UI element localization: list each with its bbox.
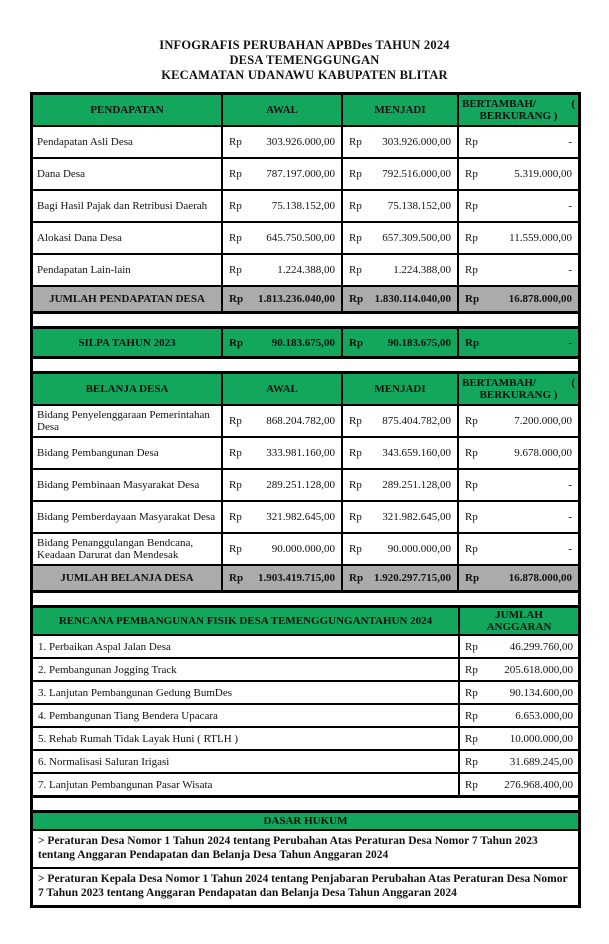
menjadi-value: 90.000.000,00 (387, 543, 451, 555)
row-label-cell: Bidang Penanggulangan Bendcana, Keadaan Darurat dan Mendesak (33, 534, 223, 564)
plan-value-cell (460, 728, 578, 749)
currency-label: Rp (465, 415, 478, 427)
currency-label: Rp (349, 543, 362, 555)
belanja-header-cell: BELANJA DESA (33, 374, 223, 404)
delta-value: 11.559.000,00 (509, 232, 572, 244)
anggaran-header-cell: JUMLAH ANGGARAN (460, 608, 578, 634)
belanja-row (33, 532, 578, 564)
row-label-cell: Dana Desa (33, 159, 223, 189)
currency-label: Rp (465, 663, 478, 676)
silpa-row (33, 329, 578, 356)
section-spacer (30, 314, 581, 326)
plan-label-cell: 3. Lanjutan Pembangunan Gedung BumDes (33, 682, 460, 703)
currency-label: Rp (229, 136, 242, 148)
delta-value: - (568, 543, 572, 555)
menjadi-value: 75.138.152,00 (387, 200, 451, 212)
rencana-row (33, 657, 578, 680)
rencana-row (33, 749, 578, 772)
silpa-table (30, 326, 581, 359)
awal-value: 289.251.128,00 (266, 479, 335, 491)
awal-cell (223, 255, 343, 285)
plan-value-cell (460, 705, 578, 726)
belanja-table (30, 371, 581, 593)
plan-value: 46.299.760,00 (509, 640, 573, 653)
row-label-cell: Alokasi Dana Desa (33, 223, 223, 253)
currency-label: Rp (465, 336, 480, 349)
pendapatan-total-row (33, 285, 578, 311)
awal-cell (223, 502, 343, 532)
currency-label: Rp (465, 479, 478, 491)
plan-value-cell (460, 682, 578, 703)
currency-label: Rp (349, 293, 364, 305)
awal-value: 90.000.000,00 (271, 543, 335, 555)
plan-value-cell (460, 774, 578, 795)
currency-label: Rp (229, 479, 242, 491)
awal-value: 787.197.000,00 (266, 168, 335, 180)
currency-label: Rp (229, 293, 244, 305)
currency-label: Rp (465, 511, 478, 523)
delta-value: 7.200.000,00 (514, 415, 572, 427)
awal-header-cell: AWAL (223, 374, 343, 404)
delta-cell (459, 406, 578, 436)
menjadi-cell (343, 191, 459, 221)
silpa-awal-value: 90.183.675,00 (271, 336, 335, 349)
delta-cell (459, 438, 578, 468)
menjadi-cell (343, 502, 459, 532)
currency-label: Rp (465, 572, 480, 584)
delta-cell (459, 470, 578, 500)
currency-label: Rp (229, 200, 242, 212)
delta-header-cell (459, 95, 578, 125)
menjadi-value: 289.251.128,00 (382, 479, 451, 491)
delta-header-cell (459, 374, 578, 404)
awal-header-cell: AWAL (223, 95, 343, 125)
rencana-header-row (33, 608, 578, 634)
currency-label: Rp (349, 136, 362, 148)
section-spacer (30, 359, 581, 371)
awal-cell (223, 223, 343, 253)
delta-header-line2: BERKURANG ) (479, 389, 558, 401)
section-spacer (30, 798, 581, 810)
rencana-row (33, 634, 578, 657)
row-label-cell: Bidang Pemberdayaan Masyarakat Desa (33, 502, 223, 532)
belanja-row (33, 436, 578, 468)
total-delta-cell (459, 566, 578, 590)
delta-cell (459, 255, 578, 285)
menjadi-value: 321.982.645,00 (382, 511, 451, 523)
rencana-row (33, 726, 578, 749)
belanja-total-row (33, 564, 578, 590)
plan-value: 276.968.400,00 (504, 778, 573, 791)
rencana-table (30, 605, 581, 798)
menjadi-cell (343, 438, 459, 468)
menjadi-value: 1.224.388,00 (393, 264, 451, 276)
row-label-cell: Bidang Penyelenggaraan Pemerintahan Desa (33, 406, 223, 436)
awal-cell (223, 534, 343, 564)
menjadi-value: 875.404.782,00 (382, 415, 451, 427)
awal-value: 868.204.782,00 (266, 415, 335, 427)
delta-value: 9.678.000,00 (514, 447, 572, 459)
currency-label: Rp (465, 755, 478, 768)
currency-label: Rp (229, 415, 242, 427)
delta-cell (459, 534, 578, 564)
menjadi-header-cell: MENJADI (343, 374, 459, 404)
total-menjadi-value: 1.920.297.715,00 (374, 572, 451, 584)
currency-label: Rp (465, 264, 478, 276)
currency-label: Rp (349, 447, 362, 459)
currency-label: Rp (349, 264, 362, 276)
total-awal-value: 1.813.236.040,00 (258, 293, 335, 305)
total-menjadi-cell (343, 287, 459, 311)
silpa-delta-cell (459, 329, 578, 356)
plan-value: 31.689.245,00 (509, 755, 573, 768)
awal-value: 303.926.000,00 (266, 136, 335, 148)
belanja-row (33, 468, 578, 500)
currency-label: Rp (229, 511, 242, 523)
delta-header-paren: ( (571, 377, 575, 389)
total-delta-value: 16.878.000,00 (508, 293, 572, 305)
menjadi-value: 343.659.160,00 (382, 447, 451, 459)
delta-cell (459, 502, 578, 532)
belanja-row (33, 500, 578, 532)
currency-label: Rp (465, 136, 478, 148)
total-label-cell: JUMLAH BELANJA DESA (33, 566, 223, 590)
silpa-delta-value: - (568, 336, 572, 349)
plan-label-cell: 7. Lanjutan Pembangunan Pasar Wisata (33, 774, 460, 795)
pendapatan-row (33, 189, 578, 221)
total-awal-cell (223, 287, 343, 311)
delta-value: - (568, 136, 572, 148)
awal-value: 333.981.160,00 (266, 447, 335, 459)
total-menjadi-cell (343, 566, 459, 590)
plan-value: 6.653.000,00 (515, 709, 573, 722)
silpa-menjadi-value: 90.183.675,00 (387, 336, 451, 349)
total-awal-cell (223, 566, 343, 590)
currency-label: Rp (465, 293, 480, 305)
currency-label: Rp (349, 415, 362, 427)
row-label-cell: Pendapatan Asli Desa (33, 127, 223, 157)
currency-label: Rp (229, 543, 242, 555)
rencana-row (33, 680, 578, 703)
delta-value: - (568, 479, 572, 491)
awal-cell (223, 438, 343, 468)
awal-cell (223, 159, 343, 189)
page-title: INFOGRAFIS PERUBAHAN APBDes TAHUN 2024 (159, 38, 450, 52)
plan-label-cell: 4. Pembangunan Tiang Bendera Upacara (33, 705, 460, 726)
rencana-title-cell: RENCANA PEMBANGUNAN FISIK DESA TEMENGGUNGANTAHUN 2024 (33, 608, 460, 634)
menjadi-value: 657.309.500,00 (382, 232, 451, 244)
currency-label: Rp (465, 732, 478, 745)
awal-value: 645.750.500,00 (266, 232, 335, 244)
currency-label: Rp (465, 168, 478, 180)
currency-label: Rp (229, 232, 242, 244)
menjadi-cell (343, 534, 459, 564)
content (30, 92, 581, 908)
pendapatan-row (33, 125, 578, 157)
currency-label: Rp (229, 168, 242, 180)
rencana-row (33, 703, 578, 726)
menjadi-header-cell: MENJADI (343, 95, 459, 125)
delta-cell (459, 191, 578, 221)
dasar-hukum-section (30, 810, 581, 908)
currency-label: Rp (465, 778, 478, 791)
currency-label: Rp (465, 709, 478, 722)
plan-value-cell (460, 751, 578, 772)
currency-label: Rp (465, 686, 478, 699)
menjadi-cell (343, 255, 459, 285)
delta-value: - (568, 511, 572, 523)
currency-label: Rp (465, 640, 478, 653)
row-label-cell: Bagi Hasil Pajak dan Retribusi Daerah (33, 191, 223, 221)
belanja-header-row (33, 374, 578, 404)
pendapatan-row (33, 253, 578, 285)
currency-label: Rp (229, 447, 242, 459)
menjadi-cell (343, 159, 459, 189)
currency-label: Rp (465, 543, 478, 555)
title-block (0, 0, 609, 83)
currency-label: Rp (349, 511, 362, 523)
row-label-cell: Bidang Pembinaan Masyarakat Desa (33, 470, 223, 500)
currency-label: Rp (229, 572, 244, 584)
delta-cell (459, 223, 578, 253)
delta-value: - (568, 200, 572, 212)
dasar-hukum-header: DASAR HUKUM (33, 813, 578, 829)
silpa-menjadi-cell (343, 329, 459, 356)
delta-header-paren: ( (571, 98, 575, 110)
plan-value: 90.134.600,00 (509, 686, 573, 699)
currency-label: Rp (349, 479, 362, 491)
awal-value: 1.224.388,00 (277, 264, 335, 276)
currency-label: Rp (349, 168, 362, 180)
pendapatan-header-cell: PENDAPATAN (33, 95, 223, 125)
row-label-cell: Pendapatan Lain-lain (33, 255, 223, 285)
rencana-row (33, 772, 578, 795)
plan-value: 205.618.000,00 (504, 663, 573, 676)
awal-cell (223, 406, 343, 436)
delta-cell (459, 127, 578, 157)
awal-cell (223, 470, 343, 500)
menjadi-cell (343, 223, 459, 253)
currency-label: Rp (229, 264, 242, 276)
silpa-label-cell: SILPA TAHUN 2023 (33, 329, 223, 356)
currency-label: Rp (349, 232, 362, 244)
pendapatan-row (33, 157, 578, 189)
plan-value: 10.000.000,00 (509, 732, 573, 745)
currency-label: Rp (465, 447, 478, 459)
legal-item: > Peraturan Kepala Desa Nomor 1 Tahun 2024 tentang Penjabaran Perubahan Atas Peraturan Desa Nomor 7 Tahun 2023 tentang Anggaran Pendapatan dan Belanja Desa Tahun Anggaran 2024 (33, 867, 578, 905)
awal-cell (223, 191, 343, 221)
village-name: DESA TEMENGGUNGAN (229, 53, 380, 67)
currency-label: Rp (465, 232, 478, 244)
plan-label-cell: 1. Perbaikan Aspal Jalan Desa (33, 636, 460, 657)
total-label-cell: JUMLAH PENDAPATAN DESA (33, 287, 223, 311)
menjadi-cell (343, 406, 459, 436)
total-delta-value: 16.878.000,00 (508, 572, 572, 584)
currency-label: Rp (465, 200, 478, 212)
currency-label: Rp (349, 336, 364, 349)
legal-item: > Peraturan Desa Nomor 1 Tahun 2024 tentang Perubahan Atas Peraturan Desa Nomor 7 Tahun 2023 tentang Anggaran Pendapatan dan Belanja Desa Tahun Anggaran 2024 (33, 829, 578, 867)
delta-header-line1: BERTAMBAH/ (462, 377, 536, 389)
plan-label-cell: 2. Pembangunan Jogging Track (33, 659, 460, 680)
pendapatan-row (33, 221, 578, 253)
silpa-awal-cell (223, 329, 343, 356)
currency-label: Rp (349, 572, 364, 584)
delta-header-line1: BERTAMBAH/ (462, 98, 536, 110)
plan-value-cell (460, 636, 578, 657)
total-delta-cell (459, 287, 578, 311)
row-label-cell: Bidang Pembangunan Desa (33, 438, 223, 468)
pendapatan-table (30, 92, 581, 314)
currency-label: Rp (349, 200, 362, 212)
belanja-row (33, 404, 578, 436)
delta-cell (459, 159, 578, 189)
awal-value: 75.138.152,00 (271, 200, 335, 212)
menjadi-cell (343, 127, 459, 157)
total-menjadi-value: 1.830.114.040,00 (374, 293, 451, 305)
menjadi-value: 792.516.000,00 (382, 168, 451, 180)
awal-cell (223, 127, 343, 157)
delta-value: - (568, 264, 572, 276)
menjadi-value: 303.926.000,00 (382, 136, 451, 148)
awal-value: 321.982.645,00 (266, 511, 335, 523)
district-name: KECAMATAN UDANAWU KABUPATEN BLITAR (161, 68, 448, 82)
total-awal-value: 1.903.419.715,00 (258, 572, 335, 584)
section-spacer (30, 593, 581, 605)
currency-label: Rp (229, 336, 244, 349)
plan-label-cell: 5. Rehab Rumah Tidak Layak Huni ( RTLH ) (33, 728, 460, 749)
plan-value-cell (460, 659, 578, 680)
plan-label-cell: 6. Normalisasi Saluran Irigasi (33, 751, 460, 772)
menjadi-cell (343, 470, 459, 500)
pendapatan-header-row (33, 95, 578, 125)
delta-value: 5.319.000,00 (514, 168, 572, 180)
delta-header-line2: BERKURANG ) (479, 110, 558, 122)
